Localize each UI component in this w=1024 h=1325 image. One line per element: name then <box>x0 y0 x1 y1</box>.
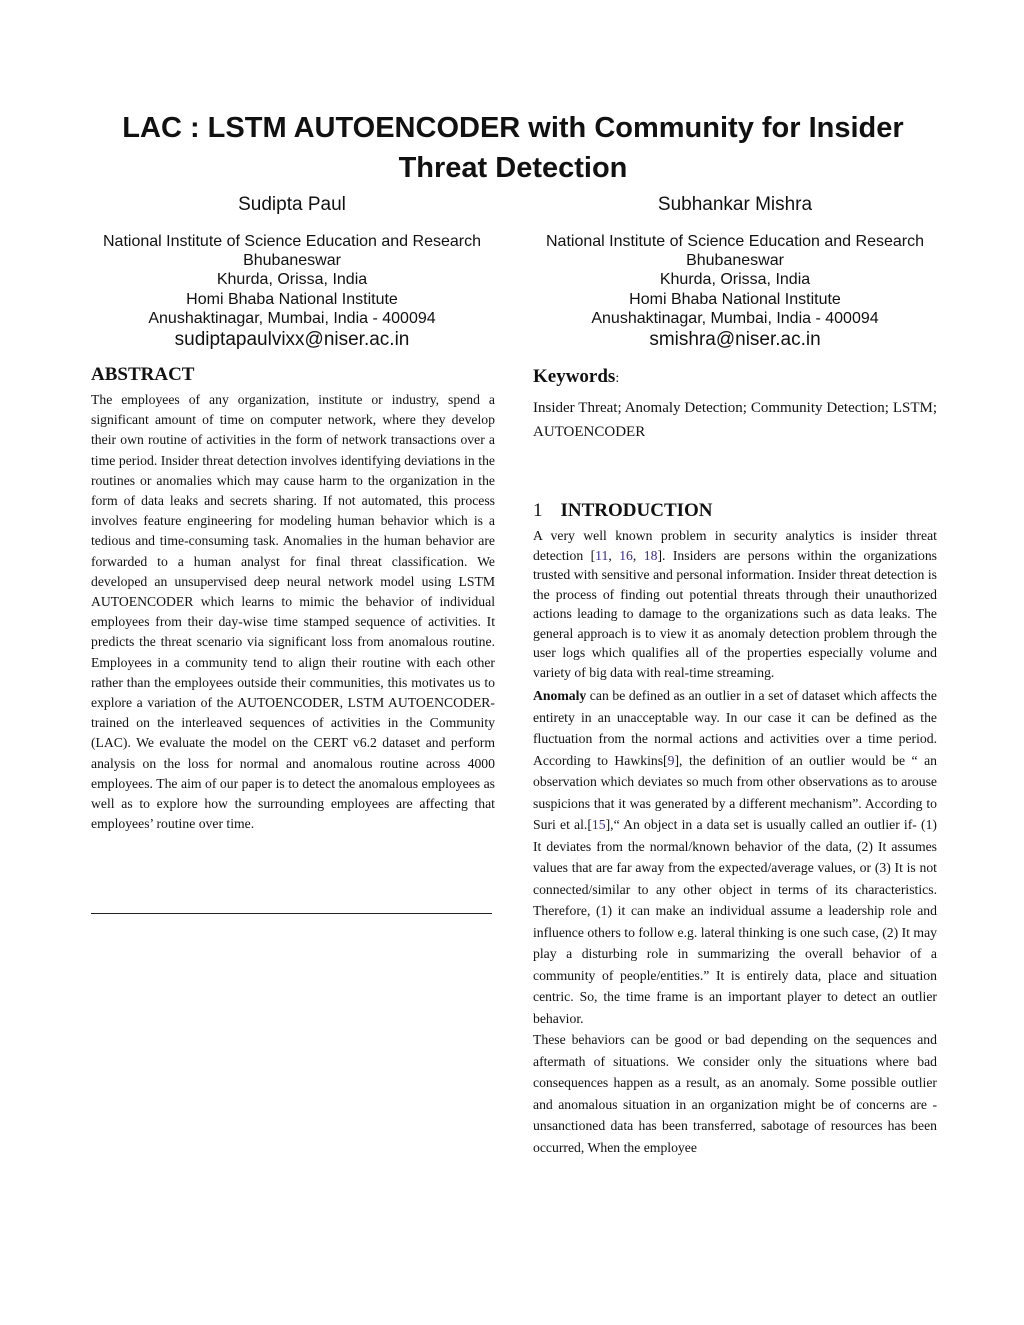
intro-text: A very well known problem in security analytics is insider threat detection [ <box>533 528 937 563</box>
introduction-section <box>533 500 937 1158</box>
abstract-heading: ABSTRACT <box>91 364 195 385</box>
citation-link[interactable]: 16 <box>619 547 633 563</box>
intro-text: ],“ An object in a data set is usually called an outlier if- (1) It deviates from the normal/known behavior of the data, (2) It assumes values that are far away from the expected/average values, or (3) It is not connected/similar to any other object in terms of its characteristics. Therefore, (1) it can make an individual assume a leadership role and influence others to follow e.g. lateral thinking is one such case, (2) It may play a disturbing role in summarizing the overall behavior of a community of people/entities.” It is entirely data, place and situation centric. So, the time frame is an important player to detect an outlier behavior. <box>533 817 937 1026</box>
footnote-divider <box>91 913 492 914</box>
keywords-heading <box>533 366 937 390</box>
author-affiliation <box>92 232 492 328</box>
intro-text: ], the definition of an outlier would be “ an observation which deviates so much from other observations as to arouse suspicions that it was generated by a different mechanism”. According to Suri et al.[ <box>533 752 937 832</box>
author-email: sudiptapaulvixx@niser.ac.in <box>174 329 410 351</box>
affiliation-line: Khurda, Orissa, India <box>216 271 368 289</box>
affiliation-line: Homi Bhaba National Institute <box>186 290 398 308</box>
affiliation-line: National Institute of Science Education and Research <box>545 233 924 250</box>
intro-text: can be defined as an outlier in a set of dataset which affects the entirety in an unacceptable way. In our case it can be defined as the fluctuation from the normal actions and activities over a time period. According to Hawkins[ <box>533 688 937 768</box>
affiliation-line: Khurda, Orissa, India <box>659 271 811 289</box>
author-block-2 <box>535 192 935 352</box>
intro-paragraph-2 <box>533 685 937 1029</box>
intro-text: ]. Insiders are persons within the organizations trusted with sensitive and personal information. Insider threat detection is the process of finding out potential threats through their unauthorized actions leading to damage to the organizations such as data leaks. The general approach is to view it as anomaly detection problem through the user logs which qualifies all of the properties especially volume and variety of big data with real-time streaming. <box>533 547 938 680</box>
affiliation-line: Bhubaneswar <box>243 252 341 270</box>
keywords-colon: : <box>615 371 620 386</box>
section-title: INTRODUCTION <box>560 500 713 521</box>
right-column <box>533 366 937 1158</box>
keywords-text: Insider Threat; Anomaly Detection; Community Detection; LSTM; AUTOENCODER <box>533 400 937 440</box>
keywords-label: Keywords <box>533 366 616 387</box>
introduction-heading <box>533 500 937 522</box>
affiliation-line: Anushaktinagar, Mumbai, India - 400094 <box>148 309 436 327</box>
intro-paragraph-1 <box>533 526 937 682</box>
paper-title: LAC : LSTM AUTOENCODER with Community for Insider Threat Detection <box>122 112 904 184</box>
abstract-text: The employees of any organization, institute or industry, spend a significant amount of time on computer network, where they develop their own routine of activities in the form of network transactions over a time period. Insider threat detection involves identifying deviations in the routines or anomalies which may cause harm to the organization in the form of data leaks and secrets sharing. If not automated, this process involves feature engineering for modeling human behavior which is a tedious and time-consuming task. Anomalies in the human behavior are forwarded to a human analyst for final threat classification. We developed an unsupervised deep neural network model using LSTM AUTOENCODER which learns to mimic the behavior of individual employees from their day-wise time stamped sequence of activities. It predicts the threat scenario via significant loss from anomalous routine. Employees in a community tend to align their routine with each other rather than the employees outside their communities, this motivates us to explore a variation of the AUTOENCODER, LSTM AUTOENCODER- trained on the interleaved sequences of activities in the Community (LAC). We evaluate the model on the CERT v6.2 dataset and perform analysis on the loss for normal and anomalous routine across 4000 employees. The aim of our paper is to detect the anomalous employees as well as to explore how the surrounding employees are affecting that employees’ routine over time. <box>91 392 495 832</box>
citation-link[interactable]: 9 <box>667 752 675 768</box>
citation-link[interactable]: 18 <box>643 547 658 563</box>
author-name: Subhankar Mishra <box>657 194 813 215</box>
citation-link[interactable]: 15 <box>591 817 606 832</box>
citation-separator: , <box>608 547 620 563</box>
intro-paragraph-3: These behaviors can be good or bad depending on the sequences and aftermath of situations. We consider only the situations where bad consequences happen as a result, as an anomaly. Some possible outlier and anomalous situation in an organization might be of concerns are - unsanctioned data has been transferred, sabotage of resources has been occurred, When the employee <box>533 1032 937 1155</box>
left-column <box>91 364 495 834</box>
affiliation-line: National Institute of Science Education and Research <box>102 233 481 250</box>
anomaly-term: Anomaly <box>533 688 587 703</box>
citation-link[interactable]: 11 <box>595 547 609 563</box>
section-number: 1 <box>533 500 543 521</box>
citation-separator: , <box>632 547 644 563</box>
affiliation-line: Homi Bhaba National Institute <box>629 290 841 308</box>
affiliation-line: Anushaktinagar, Mumbai, India - 400094 <box>591 309 879 327</box>
author-name: Sudipta Paul <box>238 194 346 215</box>
author-email: smishra@niser.ac.in <box>649 329 821 351</box>
author-affiliation <box>535 232 935 328</box>
author-block-1 <box>92 192 492 352</box>
affiliation-line: Bhubaneswar <box>686 252 784 270</box>
